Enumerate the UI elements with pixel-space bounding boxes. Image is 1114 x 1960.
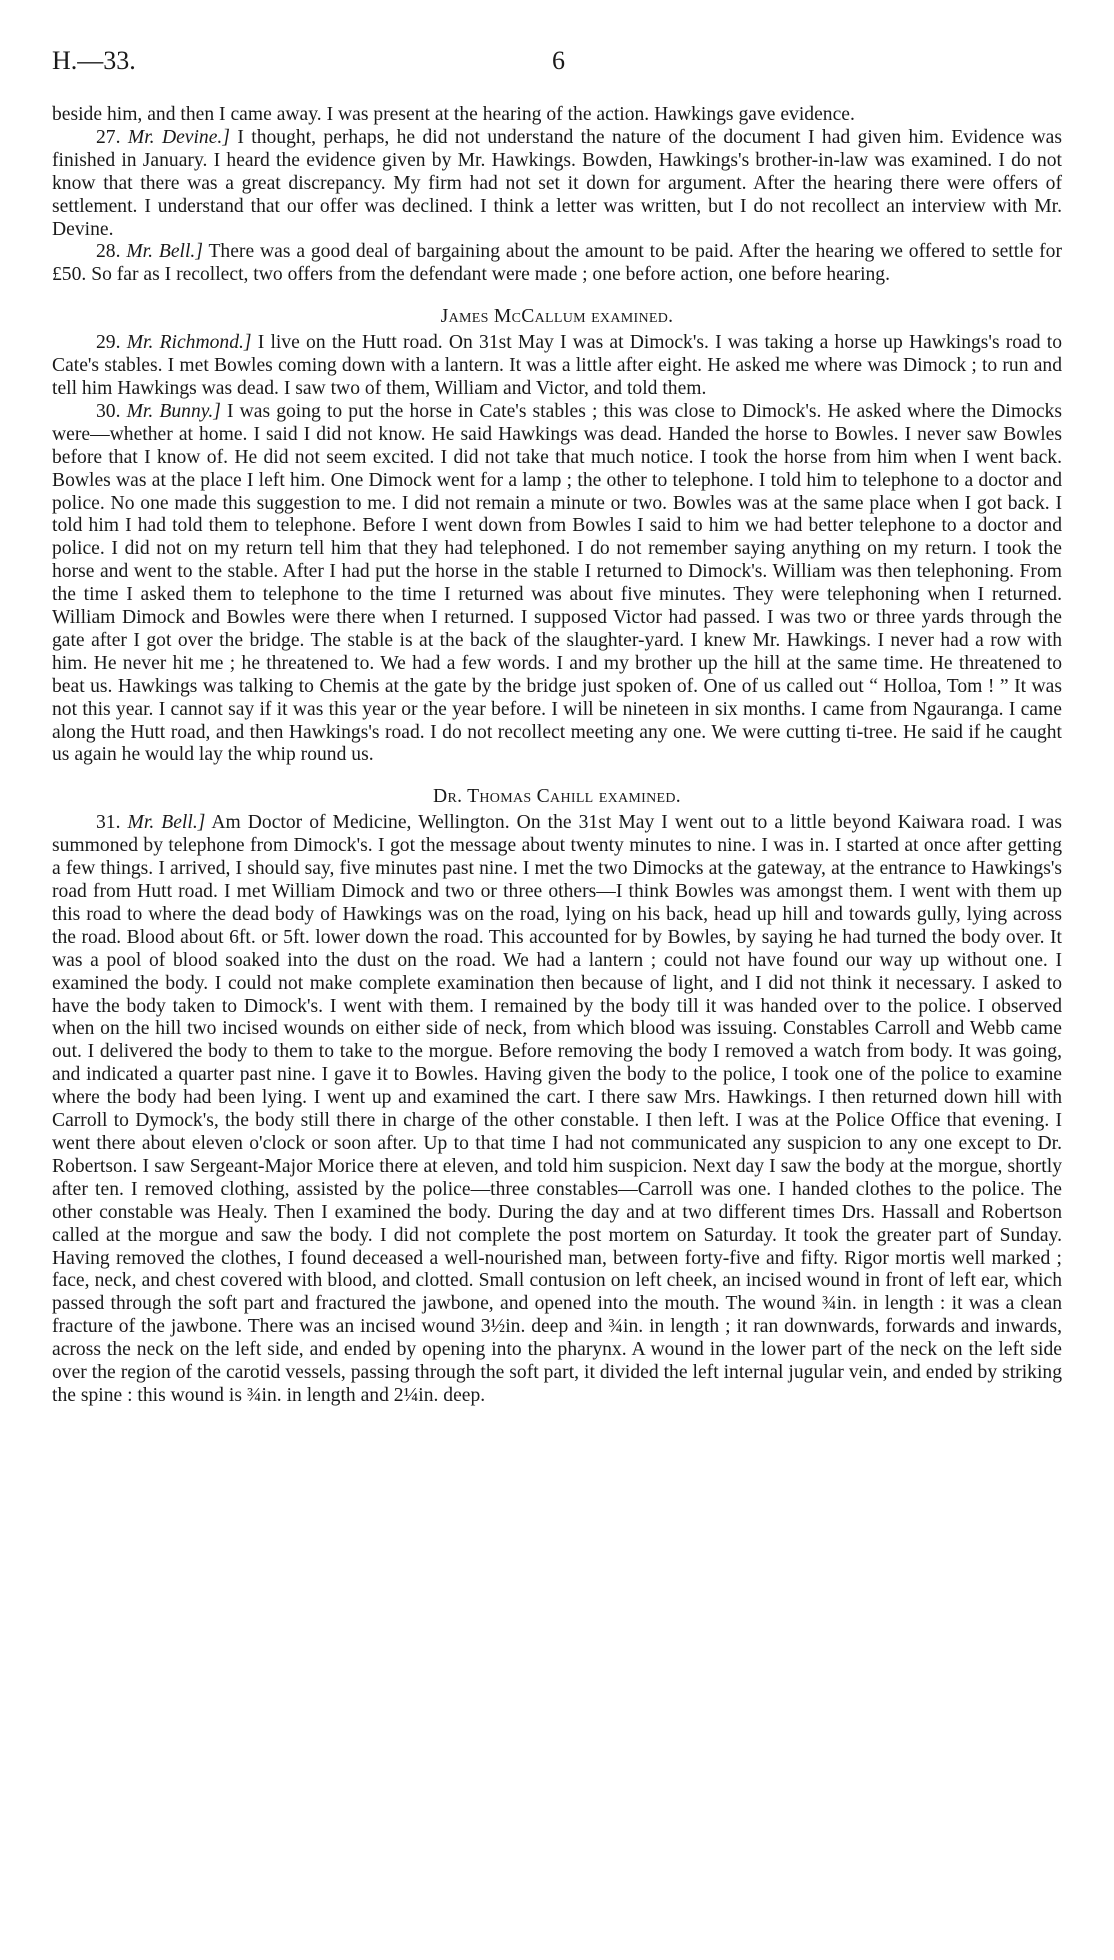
question-number: 30. — [96, 400, 121, 422]
paragraph — [52, 241, 1062, 287]
paragraph-text: I live on the Hutt road. On 31st May I was at Dimock's. I was taking a horse up Hawkings's road to Cate's stables. I met Bowles coming down with a lantern. It was a little after eight. He asked me where was Dimock ; to run and tell him Hawkings was dead. I saw two of them, William and Victor, and told them. — [52, 332, 1063, 399]
body-text — [52, 104, 1062, 1408]
paragraph-text: Am Doctor of Medicine, Wellington. On the 31st May I went out to a little beyond Kaiwara road. I was summoned by telephone from Dimock's. I got the message about twenty minutes to nine. I was in. I started at once after getting a few things. I arrived, I should say, five minutes past nine. I met the two Dimocks at the gateway, at the entrance to Hawkings's road from Hutt road. I met William Dimock and two or three others—I think Bowles was amongst them. I went with them up this road to where the dead body of Hawkings was on the road, lying on his back, head up hill and towards gully, lying across the road. Blood about 6ft. or 5ft. lower down the road. This accounted for by Bowles, by saying he had turned the body over. It was a pool of blood soaked into the dust on the road. We had a lantern ; could not have found our way up without one. I examined the body. I could not make complete examination then because of light, and I did not think it necessary. I asked to have the body taken to Dimock's. I went with them. I remained by the body till it was handed over to the police. I observed when on the hill two incised wounds on either side of neck, from which blood was issuing. Constables Carroll and Webb came out. I delivered the body to them to take to the morgue. Before removing the body I removed a watch from body. It was going, and indicated a quarter past nine. I gave it to Bowles. Having given the body to the police, I took one of the police to examine where the body had been lying. I went up and examined the cart. I there saw Mrs. Hawkings. I then returned down hill with Carroll to Dymock's, the body still there in charge of the other constable. I then left. I was at the Police Office that evening. I went there about eleven o'clock or soon after. Up to that time I had not communicated any suspicion to any one except to Dr. Robertson. I saw Sergeant-Major Morice there at eleven, and told him suspicion. Next day I saw the body at the morgue, shortly after ten. I removed clothing, assisted by the police—three constables—Carroll was one. I handed clothes to the police. The other constable was Healy. Then I examined the body. During the day and at two different times Drs. Hassall and Robertson called at the morgue and saw the body. I did not complete the post mortem on Saturday. It took the greater part of Sunday. Having removed the clothes, I found deceased a well-nourished man, between forty-five and fifty. Rigor mortis well marked ; face, neck, and chest covered with blood, and clotted. Small contusion on left cheek, an incised wound in front of left ear, which passed through the soft part and fractured the jawbone, and opened into the mouth. The wound ¾in. in length : it was a clean fracture of the jawbone. There was an incised wound 3½in. deep and ¾in. in length ; it ran downwards, forwards and inwards, across the neck on the left side, and ended by opening into the pharynx. A wound in the lower part of the neck on the left side over the region of the carotid vessels, passing through the soft part, it divided the left internal jugular vein, and ended by striking the spine : this wound is ¾in. in length and 2¼in. deep. — [52, 812, 1062, 1406]
question-number: 28. — [96, 241, 121, 263]
paragraph-text: beside him, and then I came away. I was present at the hearing of the action. Hawkings gave evidence. — [52, 104, 855, 125]
speaker: Mr. Bell.] — [127, 812, 206, 834]
question-number: 27. — [96, 126, 121, 148]
page-header — [52, 46, 1062, 80]
paragraph-text: I thought, perhaps, he did not understand the nature of the document I had given him. Evidence was finished in January. I heard the evidence given by Mr. Hawkings. Bowden, Hawkings's brother-in-law was examined. I do not know that there was a great discrepancy. My firm had not set it down for argument. After the hearing there were offers of settlement. I understand that our offer was declined. I think a letter was written, but I do not recollect an interview with Mr. Devine. — [52, 126, 1063, 240]
witness-heading: Dr. Thomas Cahill examined. — [433, 786, 681, 808]
paragraph-text: I was going to put the horse in Cate's stables ; this was close to Dimock's. He asked where the Dimocks were—whether at home. I said I did not know. He said Hawkings was dead. Handed the horse to Bowles. I never saw Bowles before that I know of. He did not seem excited. I did not take that much notice. I took the horse from him when I went back. Bowles was at the place I left him. One Dimock went for a lamp ; the other to telephone. I told him to telephone to a doctor and police. No one made this suggestion to me. I did not remain a minute or two. Bowles was at the same place when I got back. I told him I had told them to telephone. Before I went down from Bowles I said to him we had better telephone to a doctor and police. I did not on my return tell him that they had telephoned. I do not remember saying anything on my return. I took the horse and went to the stable. After I had put the horse in the stable I returned to Dimock's. William was then telephoning. From the time I asked them to telephone to the time I returned was about five minutes. They were telephoning when I returned. William Dimock and Bowles were there when I returned. I supposed Victor had passed. I was two or three yards through the gate after I got over the bridge. The stable is at the back of the slaughter-yard. I knew Mr. Hawkings. I never had a row with him. He never hit me ; he threatened to. We had a few words. I and my brother up the hill at the same time. He threatened to beat us. Hawkings was talking to Chemis at the gate by the bridge just spoken of. One of us called out “ Holloa, Tom ! ” It was not this year. I cannot say if it was this year or the year before. I will be nineteen in six months. I came from Ngauranga. I came along the Hutt road, and then Hawkings's road. I do not recollect meeting any one. We were cutting ti-tree. He said if he caught us again he would lay the whip round us. — [52, 400, 1062, 766]
question-number: 31. — [96, 812, 121, 834]
question-number: 29. — [96, 332, 121, 354]
paragraph — [52, 332, 1062, 401]
paragraph — [52, 104, 1062, 127]
speaker: Mr. Richmond.] — [126, 332, 252, 354]
speaker: Mr. Bunny.] — [126, 400, 221, 422]
paragraph-text: There was a good deal of bargaining about the amount to be paid. After the hearing we offered to settle for £50. So far as I recollect, two offers from the defendant were made ; one before action, one before hearing. — [52, 241, 1062, 286]
page-number: 6 — [552, 46, 565, 75]
witness-heading: James McCallum examined. — [440, 306, 674, 328]
paper-reference: H.—33. — [52, 46, 136, 75]
speaker: Mr. Bell.] — [126, 241, 203, 263]
paragraph — [52, 401, 1062, 768]
paragraph — [52, 812, 1062, 1408]
speaker: Mr. Devine.] — [127, 126, 230, 148]
paragraph — [52, 127, 1062, 242]
